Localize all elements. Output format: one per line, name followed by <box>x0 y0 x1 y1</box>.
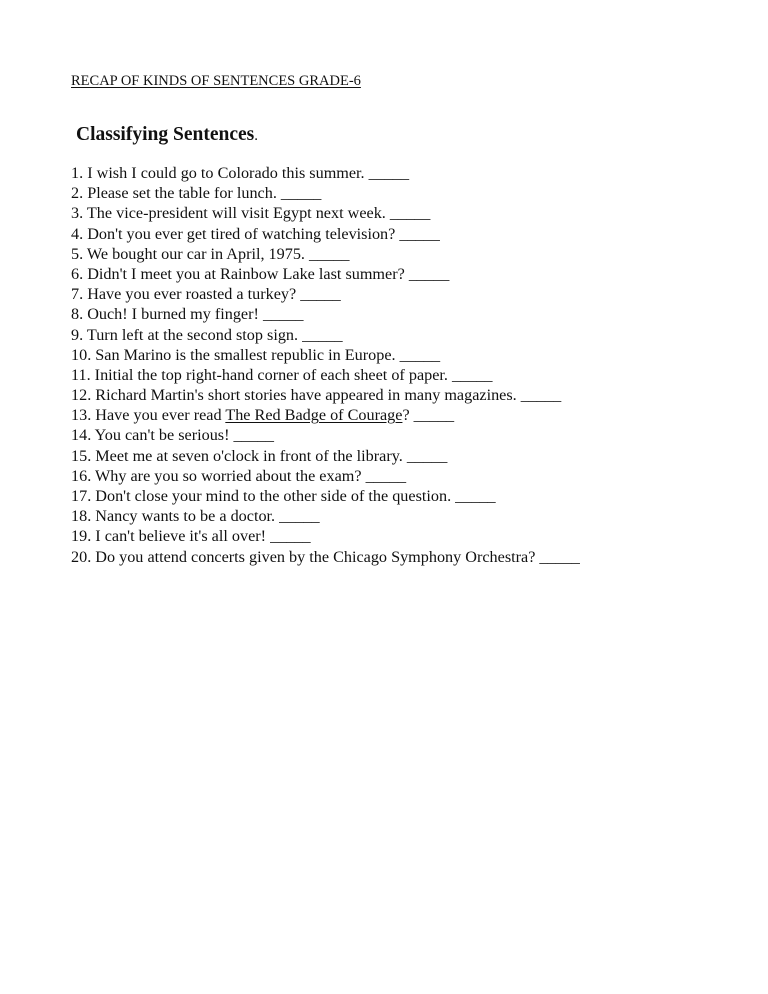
sentence-item: 9. Turn left at the second stop sign. _____ <box>71 325 343 344</box>
sentence-item: 12. Richard Martin's short stories have appeared in many magazines. _____ <box>71 386 562 405</box>
sentence-item: 19. I can't believe it's all over! _____ <box>71 527 311 546</box>
sentence-item: 11. Initial the top right-hand corner of each sheet of paper. _____ <box>71 365 493 384</box>
sentence-item: 5. We bought our car in April, 1975. _____ <box>71 244 350 263</box>
sentence-item: 18. Nancy wants to be a doctor. _____ <box>71 507 320 526</box>
sentence-item: 6. Didn't I meet you at Rainbow Lake last summer? _____ <box>71 264 450 283</box>
sentence-item: 14. You can't be serious! _____ <box>71 426 274 445</box>
sentence-item: 16. Why are you so worried about the exam? _____ <box>71 466 407 485</box>
worksheet-header: RECAP OF KINDS OF SENTENCES GRADE-6 <box>71 73 361 89</box>
sentence-list <box>71 163 580 567</box>
sentence-item: 8. Ouch! I burned my finger! _____ <box>71 305 304 324</box>
sentence-item: 4. Don't you ever get tired of watching television? _____ <box>71 224 440 243</box>
sentence-item: 2. Please set the table for lunch. _____ <box>71 184 322 203</box>
sentence-item: 3. The vice-president will visit Egypt next week. _____ <box>71 204 431 223</box>
sentence-text-before: 13. Have you ever read <box>71 406 226 425</box>
sentence-text-after: ? _____ <box>402 406 455 425</box>
book-title-underlined: The Red Badge of Courage <box>225 406 403 425</box>
sentence-item: 20. Do you attend concerts given by the Chicago Symphony Orchestra? _____ <box>71 547 580 566</box>
sentence-item: 17. Don't close your mind to the other side of the question. _____ <box>71 487 496 505</box>
section-title <box>76 123 258 148</box>
sentence-item: 10. San Marino is the smallest republic in Europe. _____ <box>71 345 441 364</box>
section-title-suffix: . <box>254 128 258 144</box>
section-title-text: Classifying Sentences <box>76 124 255 145</box>
sentence-item <box>71 405 580 425</box>
sentence-item: 7. Have you ever roasted a turkey? _____ <box>71 285 341 304</box>
sentence-item: 15. Meet me at seven o'clock in front of the library. _____ <box>71 446 448 465</box>
sentence-item: 1. I wish I could go to Colorado this summer. _____ <box>71 164 410 182</box>
